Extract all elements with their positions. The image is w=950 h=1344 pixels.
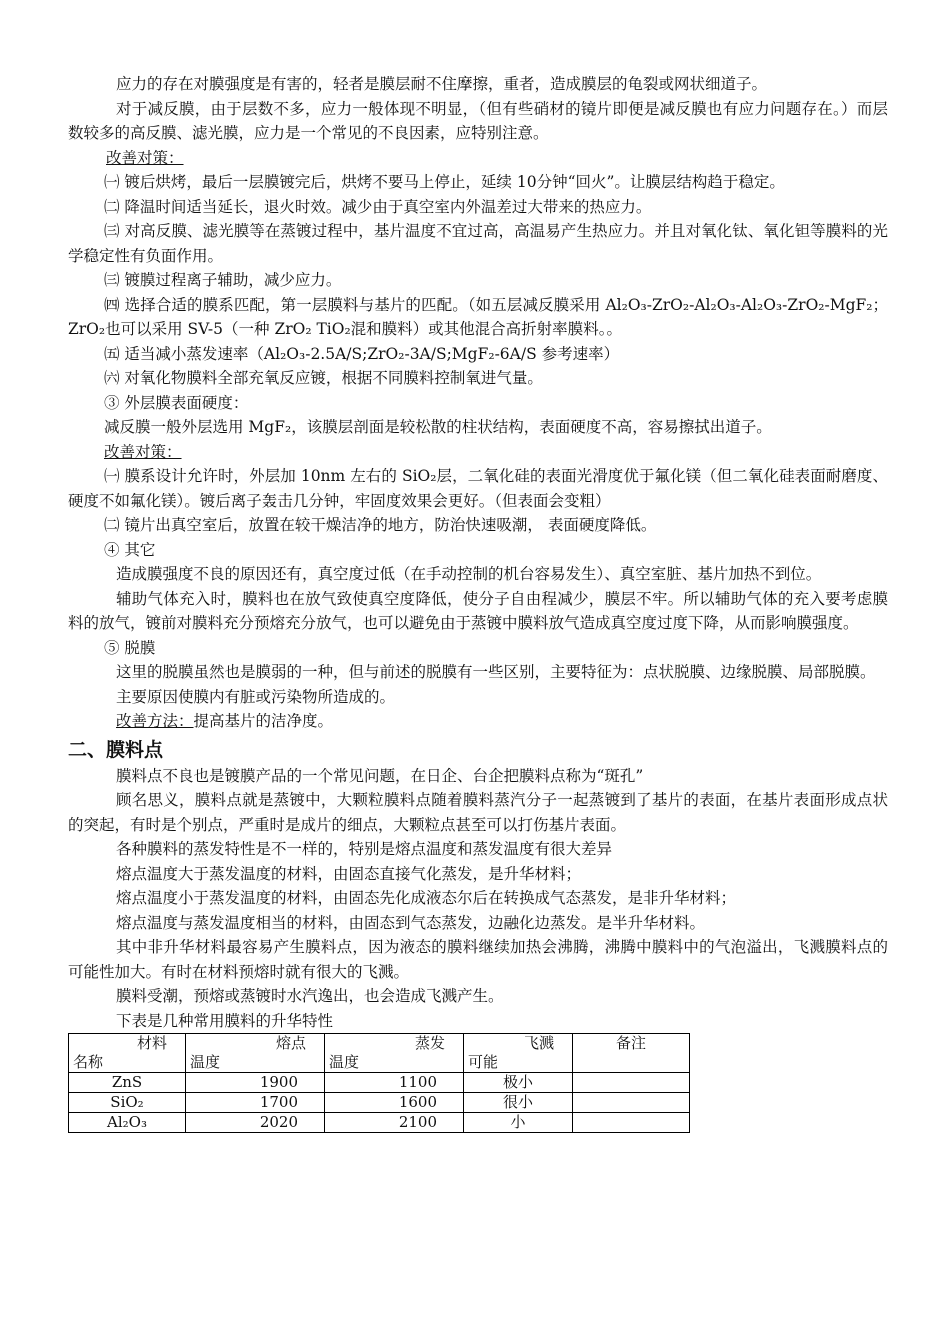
cell-melting: 2020: [186, 1113, 325, 1133]
header-evaporation: [325, 1034, 464, 1073]
header-melting-bottom: 温度: [190, 1053, 221, 1071]
remedy-label: 改善方法：: [116, 712, 194, 730]
table-caption: 下表是几种常用膜料的升华特性: [116, 1011, 334, 1030]
cell-note: [573, 1073, 690, 1093]
document-content: [68, 72, 888, 1133]
section-3-text: 减反膜一般外层选用 MgF₂，该膜层剖面是较松散的柱状结构，表面硬度不高，容易擦拭出道子。: [104, 418, 772, 436]
film-spot-paragraph-6: 熔点温度与蒸发温度相当的材料，由固态到气态蒸发，边融化边蒸发。是半升华材料。: [116, 913, 706, 932]
cell-name: ZnS: [69, 1073, 186, 1093]
improvement-label-2-text: 改善对策：: [104, 442, 182, 461]
stress-measure-2: ㈡ 降温时间适当延长，退火时效。减少由于真空室内外温差过大带来的热应力。: [104, 197, 652, 216]
film-spot-paragraph-1: 膜料点不良也是镀膜产品的一个常见问题，在日企、台企把膜料点称为“斑孔”: [116, 766, 644, 785]
film-spot-paragraph-4: 熔点温度大于蒸发温度的材料，由固态直接气化蒸发，是升华材料；: [116, 864, 582, 883]
stress-harm-paragraph: 应力的存在对膜强度是有害的，轻者是膜层耐不住摩擦，重者，造成膜层的龟裂或网状细道子。: [116, 75, 768, 93]
cell-splash: 很小: [464, 1093, 573, 1113]
cell-melting: 1700: [186, 1093, 325, 1113]
header-notes: [573, 1034, 690, 1073]
section-3-title: ③ 外层膜表面硬度：: [104, 393, 249, 412]
other-causes-paragraph-2: 辅助气体充入时，膜料也在放气致使真空度降低，使分子自由程减少，膜层不牢。所以辅助气体的充入要考虑膜料的放气，镀前对膜料充分预熔充分放气，也可以避免由于蒸镀中膜料放气造成真空度过度下降，从而影响膜强度。: [68, 589, 888, 632]
header-material-bottom: 名称: [73, 1053, 104, 1071]
section-4-title: ④ 其它: [104, 540, 156, 559]
delamination-remedy: [68, 709, 888, 734]
header-evaporation-top: 蒸发: [414, 1034, 445, 1052]
delamination-paragraph-2: 主要原因使膜内有脏或污染物所造成的。: [116, 687, 396, 706]
header-splash-top: 飞溅: [523, 1034, 554, 1052]
film-spot-paragraph-8: 膜料受潮，预熔或蒸镀时水汽逸出，也会造成飞溅产生。: [116, 987, 504, 1005]
header-notes-top: 备注: [615, 1034, 646, 1052]
cell-evaporation: 1100: [325, 1073, 464, 1093]
stress-measure-6: ㈤ 适当减小蒸发速率（Al₂O₃-2.5A/S;ZrO₂-3A/S;MgF₂-6A/S 参考速率）: [104, 344, 620, 363]
cell-name: SiO₂: [69, 1093, 186, 1113]
cell-melting: 1900: [186, 1073, 325, 1093]
hardness-measure-1: ㈠ 膜系设计允许时，外层加 10nm 左右的 SiO₂层，二氧化硅的表面光滑度优于氟化镁（但二氧化硅表面耐磨度、硬度不如氟化镁）。镀后离子轰击几分钟，牢固度效果会更好。（但表面会变粗）: [68, 467, 888, 510]
header-splash: [464, 1034, 573, 1073]
remedy-text: 提高基片的洁净度。: [193, 712, 334, 730]
header-material-top: 材料: [136, 1034, 167, 1052]
header-melting-top: 熔点: [275, 1034, 306, 1052]
stress-measure-4: ㈢ 镀膜过程离子辅助，减少应力。: [104, 271, 342, 289]
header-evaporation-bottom: 温度: [329, 1053, 360, 1071]
improvement-label: [68, 146, 888, 171]
cell-name: Al₂O₃: [69, 1113, 186, 1133]
sublimation-table: [68, 1033, 690, 1133]
cell-note: [573, 1113, 690, 1133]
delamination-paragraph-1: 这里的脱膜虽然也是膜弱的一种，但与前述的脱膜有一些区别，主要特征为：点状脱膜、边缘脱膜、局部脱膜。: [116, 663, 876, 681]
table-header-row: [69, 1034, 690, 1073]
table-row: [69, 1093, 690, 1113]
film-spot-paragraph-7: 其中非升华材料最容易产生膜料点，因为液态的膜料继续加热会沸腾，沸腾中膜料中的气泡溢出，飞溅膜料点的可能性加大。有时在材料预熔时就有很大的飞溅。: [68, 938, 888, 981]
section-5-title: ⑤ 脱膜: [104, 638, 156, 657]
stress-measure-1: ㈠ 镀后烘烤，最后一层膜镀完后，烘烤不要马上停止，延续 10分钟“回火”。让膜层结构趋于稳定。: [104, 173, 785, 191]
cell-splash: 极小: [464, 1073, 573, 1093]
film-spot-paragraph-2: 顾名思义，膜料点就是蒸镀中，大颗粒膜料点随着膜料蒸汽分子一起蒸镀到了基片的表面，在基片表面形成点状的突起，有时是个别点，严重时是成片的细点，大颗粒点甚至可以打伤基片表面。: [68, 791, 888, 834]
other-causes-paragraph-1: 造成膜强度不良的原因还有，真空度过低（在手动控制的机台容易发生）、真空室脏、基片加热不到位。: [116, 565, 822, 583]
table-row: [69, 1113, 690, 1133]
film-spot-paragraph-5: 熔点温度小于蒸发温度的材料，由固态先化成液态尔后在转换成气态蒸发，是非升华材料；: [116, 889, 737, 907]
stress-measure-7: ㈥ 对氧化物膜料全部充氧反应镀，根据不同膜料控制氧进气量。: [104, 369, 543, 387]
cell-evaporation: 1600: [325, 1093, 464, 1113]
section-heading-film-spots: 二、膜料点: [68, 738, 164, 761]
cell-note: [573, 1093, 690, 1113]
stress-measure-3: ㈢ 对高反膜、滤光膜等在蒸镀过程中，基片温度不宜过高，高温易产生热应力。并且对氧化钛、氧化钽等膜料的光学稳定性有负面作用。: [68, 222, 888, 265]
cell-evaporation: 2100: [325, 1113, 464, 1133]
improvement-label-text: 改善对策：: [106, 148, 184, 167]
hardness-measure-2: ㈡ 镜片出真空室后，放置在较干燥洁净的地方，防治快速吸潮， 表面硬度降低。: [104, 516, 657, 534]
header-splash-bottom: 可能: [468, 1053, 499, 1071]
improvement-label-2: [68, 440, 888, 465]
ar-film-stress-paragraph: 对于减反膜，由于层数不多，应力一般体现不明显，（但有些硝材的镜片即便是减反膜也有应力问题存在。）而层数较多的高反膜、滤光膜，应力是一个常见的不良因素，应特别注意。: [68, 99, 888, 142]
header-material: [69, 1034, 186, 1073]
cell-splash: 小: [464, 1113, 573, 1133]
header-melting: [186, 1034, 325, 1073]
stress-measure-5: ㈣ 选择合适的膜系匹配，第一层膜料与基片的匹配。（如五层减反膜采用 Al₂O₃-ZrO₂-Al₂O₃-Al₂O₃-ZrO₂-MgF₂；ZrO₂也可以采用 SV-5（一种 ZrO₂ TiO₂混和膜料）或其他混合高折射率膜料。。: [68, 295, 888, 338]
table-row: [69, 1073, 690, 1093]
film-spot-paragraph-3: 各种膜料的蒸发特性是不一样的，特别是熔点温度和蒸发温度有很大差异: [116, 840, 613, 858]
